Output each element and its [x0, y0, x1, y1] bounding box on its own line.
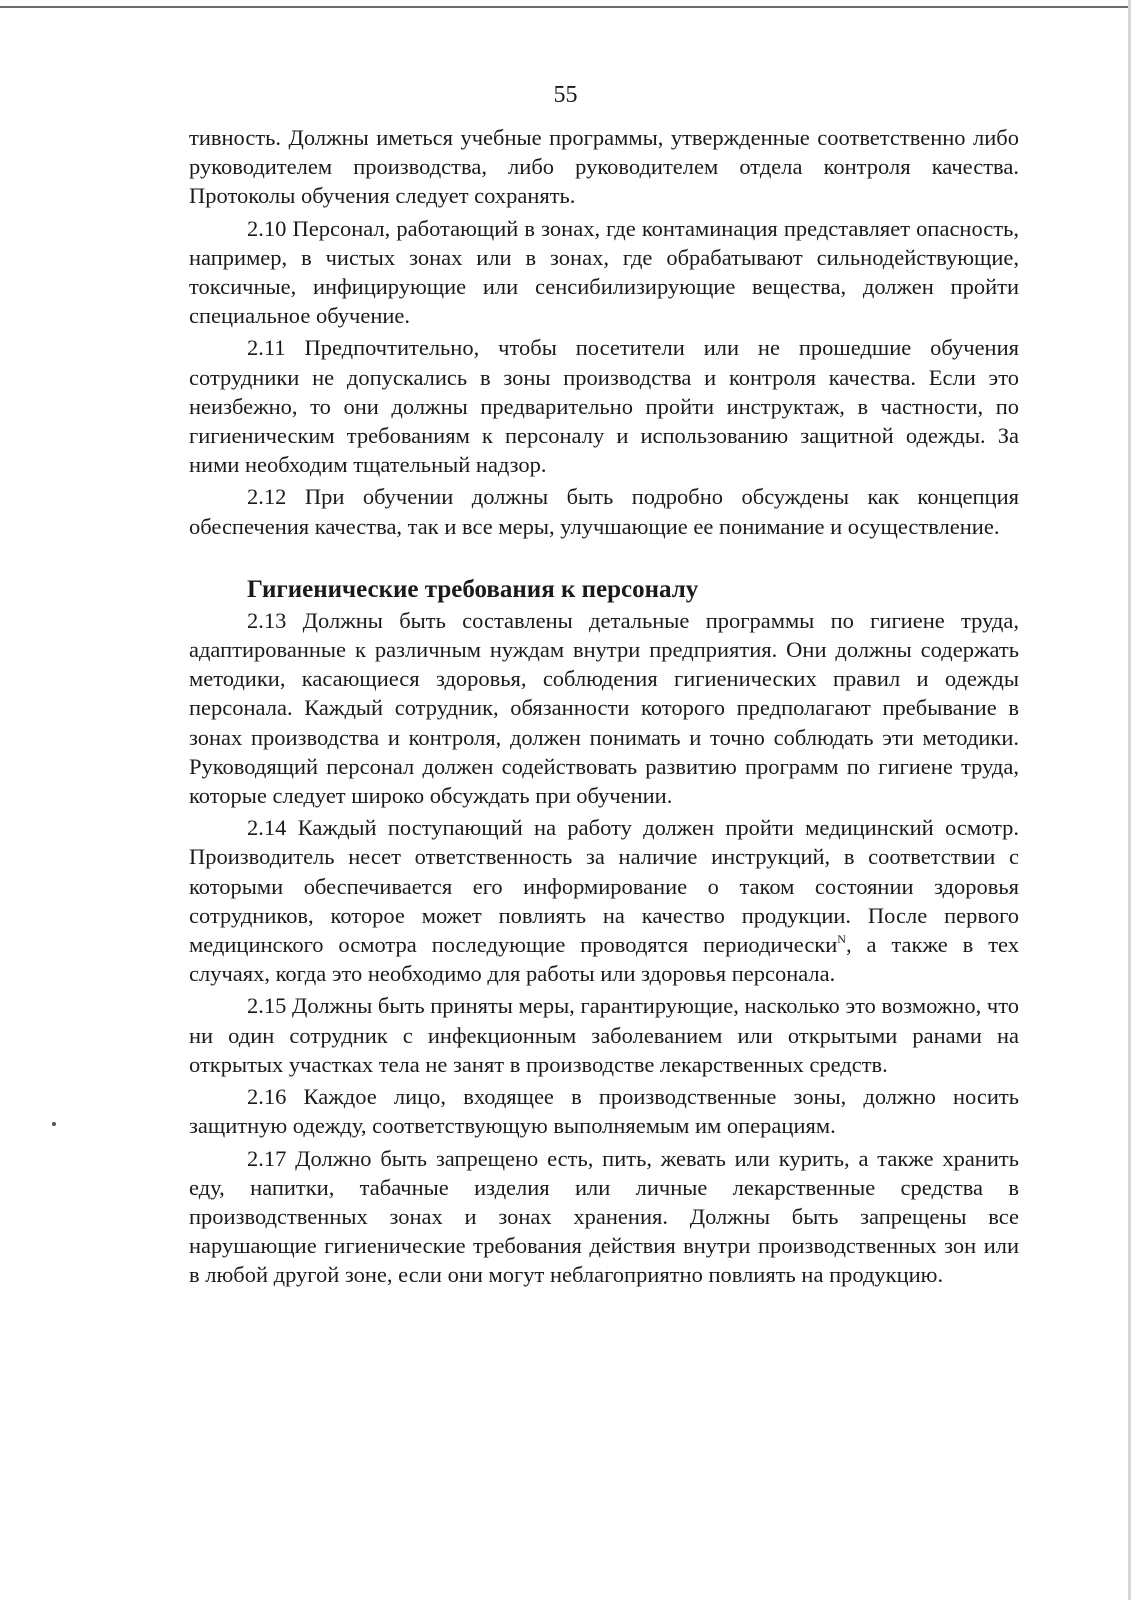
paragraph-2-10: 2.10 Персонал, работающий в зонах, где контаминация представляет опасность, например, в чистых зонах или в зонах, где обрабатывают сильнодействующие, токсичные, инфицирующие или сенсибилизирующие вещества, должен пройти специальное обучение.	[189, 215, 1019, 329]
footnote-marker: N	[837, 932, 846, 947]
paragraph-2-12: 2.12 При обучении должны быть подробно обсуждены как концепция обеспечения качества, так и все меры, улучшающие ее понимание и осуществление.	[189, 484, 1019, 539]
paragraph-2-14-text: 2.14 Каждый поступающий на работу должен пройти медицинский осмотр. Производитель несет ответственность за наличие инструкций, в соответствии с которыми обеспечивается его информирование о таком состоянии здоровья сотрудников, которое может повлиять на качество продукции. После первого медицинского осмотра последующие проводятся периодически	[189, 815, 1019, 958]
document-body	[189, 123, 1019, 1293]
section-heading: Гигиенические требования к персоналу	[247, 575, 699, 603]
paragraph-2-11: 2.11 Предпочтительно, чтобы посетители или не прошедшие обучения сотрудники не допускались в зоны производства и контроля качества. Если это неизбежно, то они должны предварительно пройти инструктаж, в частности, по гигиеническим требованиям к персоналу и использованию защитной одежды. За ними необходим тщательный надзор.	[189, 335, 1019, 478]
paragraph-2-14	[189, 813, 1019, 988]
page-number: 55	[553, 82, 578, 108]
paragraph-continuation: тивность. Должны иметься учебные программы, утвержденные соответственно либо руководителем производства, либо руководителем отдела контроля качества. Протоколы обучения следует сохранять.	[189, 125, 1019, 209]
scan-speck	[52, 1122, 56, 1126]
scan-top-border	[0, 6, 1131, 8]
paragraph-2-14-text-end: , а также в тех случаях, когда это необходимо для работы или здоровья персонала.	[189, 932, 1019, 987]
paragraph-2-13: 2.13 Должны быть составлены детальные программы по гигиене труда, адаптированные к различным нуждам внутри предприятия. Они должны содержать методики, касающиеся здоровья, соблюдения гигиенических правил и одежды персонала. Каждый сотрудник, обязанности которого предполагают пребывание в зонах производства и контроля, должен понимать и точно соблюдать эти методики. Руководящий персонал должен содействовать развитию программ по гигиене труда, которые следует широко обсуждать при обучении.	[189, 607, 1019, 809]
paragraph-2-15: 2.15 Должны быть приняты меры, гарантирующие, насколько это возможно, что ни один сотрудник с инфекционным заболеванием или открытыми ранами на открытых участках тела не занят в производстве лекарственных средств.	[189, 993, 1019, 1077]
paragraph-2-16: 2.16 Каждое лицо, входящее в производственные зоны, должно носить защитную одежду, соответствующую выполняемым им операциям.	[189, 1084, 1019, 1139]
paragraph-2-17: 2.17 Должно быть запрещено есть, пить, жевать или курить, а также хранить еду, напитки, табачные изделия или личные лекарственные средства в производственных зонах и зонах хранения. Должны быть запрещены все нарушающие гигиенические требования действия внутри производственных зон или в любой другой зоне, если они могут неблагоприятно повлиять на продукцию.	[189, 1145, 1019, 1288]
